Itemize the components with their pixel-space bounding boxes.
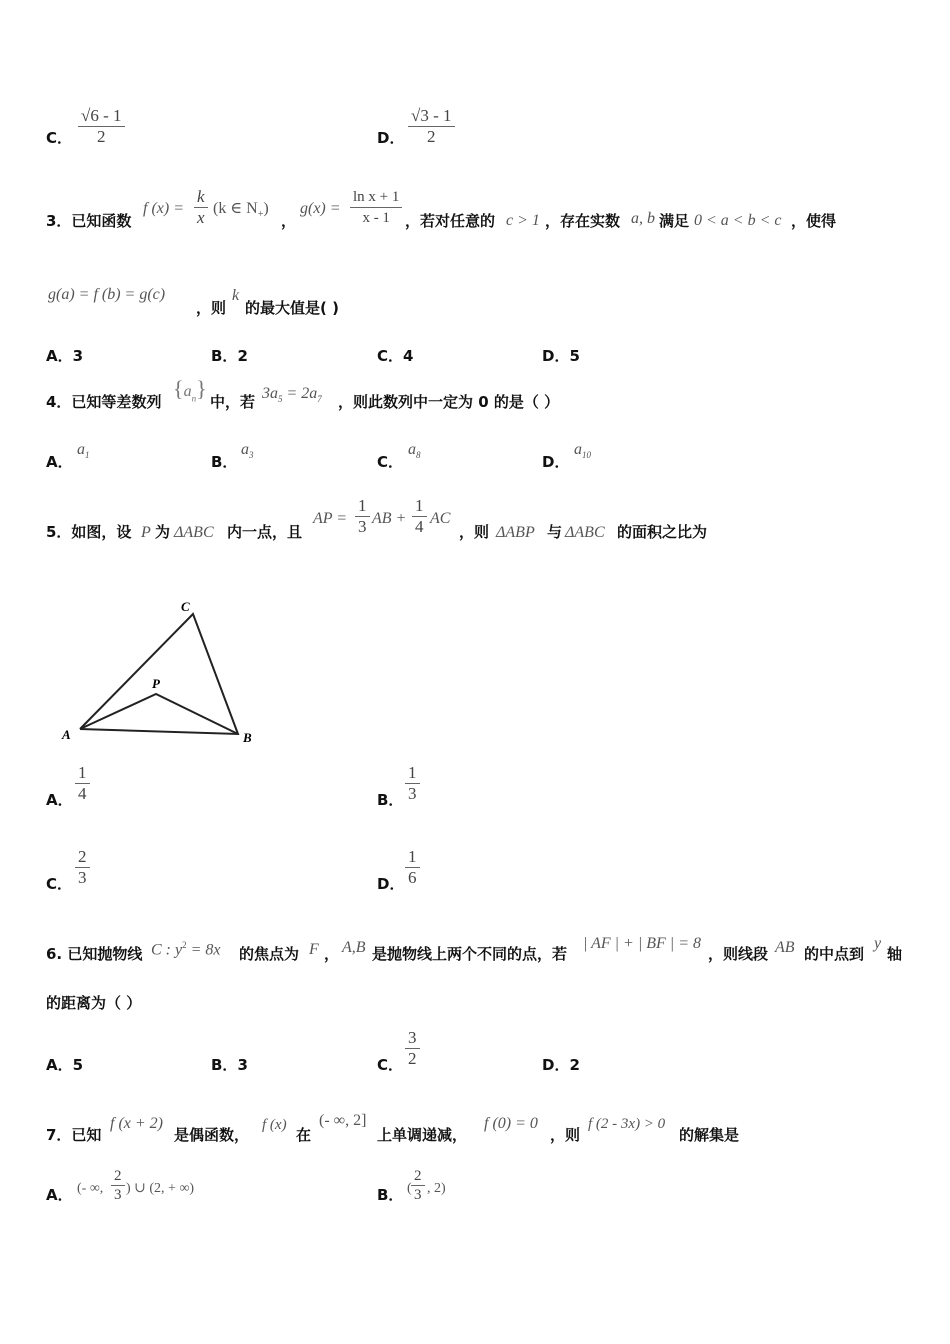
q5-tri-abc-2: ΔABC [565, 524, 605, 541]
q6-number: 6. 已知抛物线 [46, 945, 143, 963]
q7-number: 7．已知 [46, 1126, 102, 1144]
q5-option-c-label: C． [46, 875, 73, 893]
q3-g-lhs: g(x) = [300, 200, 341, 217]
q3-vars-ab: a, b [631, 210, 655, 227]
q6-text-axis: 轴 [887, 945, 903, 963]
q4-option-b-value: $a_3$ [241, 441, 254, 461]
q7-option-b-pre: ( [407, 1181, 412, 1196]
q4-option-c-label: C． [377, 453, 404, 471]
label-b: B [243, 730, 252, 745]
q7-option-b-fraction: 2 3 [411, 1167, 425, 1204]
q6-option-c-value: 3 2 [405, 1028, 420, 1069]
q7-text-even: 是偶函数， [174, 1126, 250, 1144]
q5-p: P [141, 524, 151, 541]
q3-option-a: A．3 [46, 347, 84, 365]
q6-option-c-label: C． [377, 1056, 404, 1074]
q2-option-c-value: √6 - 1 2 [78, 106, 125, 147]
q2-option-d-value: √3 - 1 2 [408, 106, 455, 147]
q7-option-a-post: ) ∪ (2, + ∞) [126, 1181, 195, 1196]
q6-ab: A,B [342, 939, 366, 956]
q7-inequality: f (2 - 3x) > 0 [588, 1116, 666, 1132]
segments-ap-bp [80, 694, 238, 734]
q7-option-b-label: B． [377, 1186, 404, 1204]
q4-sequence: $\{a_n\}$ [173, 376, 207, 404]
q6-line2: 的距离为（ ） [46, 994, 142, 1012]
q3-option-b: B．2 [211, 347, 248, 365]
label-a: A [62, 727, 71, 742]
q6-text-focus: 的焦点为 [239, 945, 300, 963]
q5-option-c-value: 2 3 [75, 847, 90, 888]
q5-text-ratio: 的面积之比为 [617, 523, 708, 541]
q7-option-a-pre: (- ∞, [77, 1181, 104, 1196]
q5-option-a-value: 1 4 [75, 763, 90, 804]
q3-line2-text2: 的最大值是( ) [245, 299, 339, 317]
q4-option-a-label: A． [46, 453, 73, 471]
q4-number: 4．已知等差数列 [46, 393, 162, 411]
label-p: P [152, 676, 160, 691]
q6-text-mid: ，则线段 [708, 945, 769, 963]
q7-option-b-post: , 2) [427, 1181, 446, 1196]
q6-f: F [309, 941, 319, 958]
q3-f-lhs: f (x) = [143, 200, 184, 217]
q5-coef-2: 1 4 [412, 496, 427, 537]
q3-text-exist: ，存在实数 [545, 212, 621, 230]
q6-y: y [874, 935, 882, 952]
q3-text-make: ，使得 [791, 212, 837, 230]
q3-option-c: C．4 [377, 347, 414, 365]
q3-sep: ， [281, 212, 297, 230]
triangle-abc [80, 614, 238, 734]
q7-option-a-fraction: 2 3 [111, 1167, 125, 1204]
q3-line2-text1: ，则 [196, 299, 227, 317]
q2-option-d-label: D． [377, 129, 405, 147]
q6-sep: ， [324, 945, 340, 963]
q4-option-d-value: $a_{10}$ [574, 441, 591, 461]
q6-text-pts: 是抛物线上两个不同的点，若 [372, 945, 568, 963]
q5-text-in: 为 [155, 523, 171, 541]
q3-line2-equation: g(a) = f (b) = g(c) [48, 286, 166, 303]
q7-f-zero: f (0) = 0 [484, 1115, 538, 1132]
q5-term-2: AC [430, 510, 451, 527]
q3-option-d: D．5 [542, 347, 580, 365]
q7-f-x: f (x) [262, 1117, 287, 1133]
q6-option-d: D．2 [542, 1056, 580, 1074]
q6-text-to: 的中点到 [804, 945, 865, 963]
q6-option-a: A．5 [46, 1056, 84, 1074]
q5-triangle-figure [55, 595, 265, 750]
q4-option-a-value: $a_1$ [77, 441, 90, 461]
q3-f-fraction: k x [194, 187, 208, 228]
q5-number: 5．如图，设 [46, 523, 132, 541]
q5-option-b-value: 1 3 [405, 763, 420, 804]
q3-text-satisfy: 满足 [659, 212, 690, 230]
q7-text-sol: 的解集是 [679, 1126, 740, 1144]
q2-option-c-label: C． [46, 129, 73, 147]
q4-option-c-value: $a_8$ [408, 441, 421, 461]
q5-tri-abc: ΔABC [174, 524, 214, 541]
q5-text-inner: 内一点，且 [227, 523, 303, 541]
q6-distance-equation: | AF | + | BF | = 8 [583, 935, 701, 952]
label-c: C [181, 599, 190, 614]
q5-coef-1: 1 3 [355, 496, 370, 537]
q5-text-with: 与 [547, 523, 563, 541]
q4-text-end: ，则此数列中一定为 0 的是（ ） [338, 393, 560, 411]
q4-option-d-label: D． [542, 453, 570, 471]
q6-parabola: C : $y^2 = 8x$ [151, 940, 221, 959]
q7-f-x-plus-2: f (x + 2) [110, 1115, 163, 1132]
q7-interval: (- ∞, 2] [319, 1112, 367, 1129]
q7-text-dec: 上单调递减， [377, 1126, 468, 1144]
q6-option-b: B．3 [211, 1056, 248, 1074]
q3-g-fraction: ln x + 1 x - 1 [350, 187, 402, 228]
q5-term-1: AB + [372, 510, 407, 527]
q3-ineq: 0 < a < b < c [694, 212, 782, 229]
q5-option-d-label: D． [377, 875, 405, 893]
q4-text-mid: 中，若 [210, 393, 256, 411]
q3-text-after-g: ，若对任意的 [405, 212, 496, 230]
q3-number: 3．已知函数 [46, 212, 132, 230]
q3-cond-c: c > 1 [506, 212, 540, 229]
q5-vec-lhs: AP = [313, 510, 348, 527]
q7-text-then: ，则 [550, 1126, 581, 1144]
q7-option-a-label: A． [46, 1186, 73, 1204]
q7-text-on: 在 [296, 1126, 312, 1144]
q5-option-d-value: 1 6 [405, 847, 420, 888]
q4-equation: $3a_5 = 2a_7$ [262, 385, 322, 405]
q5-option-a-label: A． [46, 791, 73, 809]
q3-f-domain: (k ∈ $N_+$) [213, 200, 269, 221]
q5-tri-abp: ΔABP [496, 524, 535, 541]
q5-text-then: ，则 [459, 523, 490, 541]
q4-option-b-label: B． [211, 453, 238, 471]
q5-option-b-label: B． [377, 791, 404, 809]
q3-k: k [232, 287, 240, 304]
q6-ab-2: AB [775, 939, 795, 956]
